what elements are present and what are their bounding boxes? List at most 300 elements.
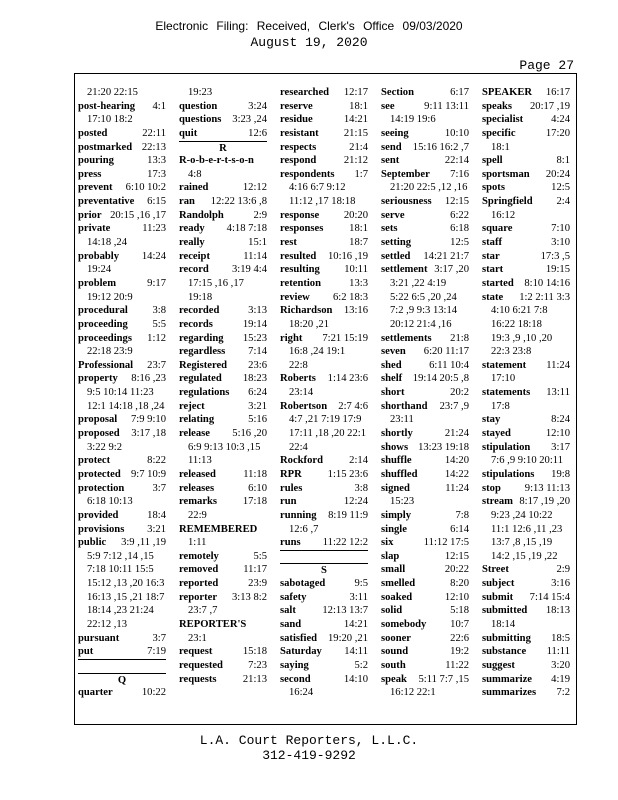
- index-entry: [482, 250, 570, 264]
- page-line-refs: 18:14: [491, 618, 516, 630]
- index-column-2: [179, 86, 267, 686]
- index-continuation: [381, 113, 469, 127]
- index-entry: [78, 482, 166, 496]
- index-term: sportsman: [482, 168, 530, 180]
- page-line-refs: 16:13 ,15 ,21 18:7: [87, 591, 165, 603]
- index-entry: [280, 209, 368, 223]
- index-term: spots: [482, 182, 505, 194]
- index-term: soaked: [381, 591, 413, 603]
- index-continuation: [381, 291, 469, 305]
- page-line-refs: 16:17: [545, 87, 570, 98]
- index-entry: [280, 127, 368, 141]
- index-entry: [482, 168, 570, 182]
- page-line-refs: 12:6 ,7: [289, 523, 319, 535]
- page-line-refs: 9:11 13:11: [424, 100, 469, 112]
- index-entry: [179, 345, 267, 359]
- page-line-refs: 5:22 6:5 ,20 ,24: [390, 291, 457, 303]
- page-line-refs: 23:7 ,9: [439, 400, 469, 412]
- index-entry: [78, 468, 166, 482]
- index-continuation: [482, 209, 570, 223]
- index-entry: [482, 359, 570, 373]
- page-line-refs: 17:10: [491, 373, 516, 385]
- page-line-refs: 18:5: [551, 632, 570, 644]
- page-line-refs: 7:14 15:4: [529, 591, 570, 603]
- index-continuation: [381, 304, 469, 318]
- index-term: relating: [179, 414, 215, 426]
- index-term: speak: [381, 673, 407, 685]
- index-term: proceedings: [78, 332, 132, 344]
- index-entry: [280, 291, 368, 305]
- index-entry: [381, 482, 469, 496]
- index-term: single: [381, 523, 407, 535]
- index-column-3: [280, 86, 368, 700]
- index-continuation: [381, 318, 469, 332]
- index-column-5: [482, 86, 570, 700]
- page-line-refs: 23:14: [289, 387, 314, 399]
- index-term: seven: [381, 346, 406, 358]
- index-term: statements: [482, 387, 531, 399]
- index-term: put: [78, 646, 94, 658]
- page-line-refs: 11:1 12:6 ,11 ,23: [491, 523, 563, 535]
- page-line-refs: 11:22 12:2: [322, 537, 368, 549]
- index-continuation: [179, 509, 267, 523]
- index-entry: [482, 632, 570, 646]
- index-entry: [381, 250, 469, 264]
- page-line-refs: 16:22 18:18: [491, 318, 542, 330]
- index-entry: [280, 577, 368, 591]
- index-entry: [381, 345, 469, 359]
- page-line-refs: 19:14 20:5 ,8: [412, 373, 469, 385]
- page-line-refs: 1:12: [147, 332, 166, 344]
- page-line-refs: 11:14: [243, 250, 267, 262]
- index-term: slap: [381, 550, 400, 562]
- index-term: regulated: [179, 373, 222, 385]
- page-line-refs: 22:8: [289, 359, 308, 371]
- page-line-refs: 9:7 10:9: [130, 468, 166, 480]
- page-line-refs: 20:2: [450, 387, 469, 399]
- page-line-refs: 5:9 7:12 ,14 ,15: [87, 550, 154, 562]
- index-entry: [381, 604, 469, 618]
- index-entry: [482, 413, 570, 427]
- index-continuation: [381, 495, 469, 509]
- page-line-refs: 21:4: [349, 141, 368, 153]
- index-entry: [482, 686, 570, 700]
- index-term: Robertson: [280, 400, 328, 412]
- page-line-refs: 3:16: [551, 578, 570, 590]
- index-term: reserve: [280, 100, 313, 112]
- index-term: ran: [179, 196, 195, 208]
- page-line-refs: 15:18: [242, 646, 267, 658]
- page-line-refs: 20:12 21:4 ,16: [390, 318, 452, 330]
- index-entry: [78, 372, 166, 386]
- index-continuation: [78, 441, 166, 455]
- index-entry: [482, 236, 570, 250]
- index-term: prior: [78, 209, 102, 221]
- page-line-refs: 5:16 ,20: [232, 428, 267, 440]
- index-term: satisfied: [280, 632, 318, 644]
- page-line-refs: 20:17 ,19: [529, 100, 570, 112]
- index-entry: [381, 400, 469, 414]
- index-entry: [381, 632, 469, 646]
- page-line-refs: 18:4: [147, 509, 166, 521]
- index-term: record: [179, 264, 209, 276]
- index-entry: [280, 618, 368, 632]
- page-line-refs: 15:23: [242, 332, 267, 344]
- index-entry: [179, 482, 267, 496]
- index-continuation: [78, 591, 166, 605]
- page-line-refs: 4:10 6:21 7:8: [491, 305, 548, 317]
- index-entry: [482, 127, 570, 141]
- index-continuation: [78, 291, 166, 305]
- index-entry: [78, 509, 166, 523]
- index-entry: [179, 263, 267, 277]
- page-line-refs: 19:15: [545, 264, 570, 276]
- index-term: records: [179, 318, 213, 330]
- index-term: procedural: [78, 305, 128, 317]
- index-continuation: [482, 509, 570, 523]
- page-line-refs: 17:18: [242, 496, 267, 508]
- index-continuation: [78, 495, 166, 509]
- index-entry: [381, 618, 469, 632]
- index-entry: [381, 168, 469, 182]
- page-line-refs: 21:13: [242, 673, 267, 685]
- index-term: sent: [381, 155, 400, 167]
- page-line-refs: 22:3 23:8: [491, 346, 532, 358]
- index-term: square: [482, 223, 513, 235]
- index-term: star: [482, 250, 500, 262]
- page-line-refs: 3:19 4:4: [231, 264, 267, 276]
- index-term: Section: [381, 87, 414, 98]
- index-term: rest: [280, 237, 297, 249]
- index-term: reject: [179, 400, 205, 412]
- page-line-refs: 18:14 ,23 21:24: [87, 605, 154, 617]
- page-line-refs: 6:20 11:17: [423, 346, 469, 358]
- page-line-refs: 6:24: [248, 387, 267, 399]
- index-entry: [179, 181, 267, 195]
- index-term: Saturday: [280, 646, 322, 658]
- index-term: shuffled: [381, 468, 418, 480]
- index-entry: [381, 386, 469, 400]
- index-entry: [280, 400, 368, 414]
- page-line-refs: 1:15 23:6: [327, 468, 368, 480]
- index-term: R-o-b-e-r-t-s-o-n: [179, 155, 254, 167]
- index-term: simply: [381, 509, 412, 521]
- index-term: pursuant: [78, 632, 120, 644]
- index-continuation: [280, 427, 368, 441]
- page-line-refs: 11:23: [142, 223, 166, 235]
- page-line-refs: 2:14: [349, 455, 368, 467]
- index-entry: [179, 673, 267, 687]
- index-term: specialist: [482, 114, 524, 126]
- index-continuation: [482, 318, 570, 332]
- index-entry: [280, 332, 368, 346]
- page-line-refs: 8:17 ,19 ,20: [519, 496, 570, 508]
- index-continuation: [280, 413, 368, 427]
- index-term: staff: [482, 237, 503, 249]
- index-continuation: [482, 141, 570, 155]
- index-entry: [482, 441, 570, 455]
- section-letter: Q: [78, 673, 166, 687]
- section-letter: S: [280, 563, 368, 577]
- page-line-refs: 12:15: [444, 196, 469, 208]
- index-term: stipulation: [482, 441, 531, 453]
- index-term: Registered: [179, 359, 228, 371]
- index-term: response: [280, 209, 320, 221]
- index-term: sound: [381, 646, 409, 658]
- index-entry: [179, 413, 267, 427]
- page-line-refs: 12:15: [444, 550, 469, 562]
- page-line-refs: 6:18 10:13: [87, 496, 133, 508]
- index-entry: [280, 673, 368, 687]
- index-entry: [482, 263, 570, 277]
- page-line-refs: 6:9 9:13 10:3 ,15: [188, 441, 261, 453]
- page-line-refs: 16:12: [491, 209, 516, 221]
- index-term: SPEAKER: [482, 87, 533, 98]
- page-line-refs: 4:16 6:7 9:12: [289, 182, 346, 194]
- index-continuation: [78, 400, 166, 414]
- index-entry: [78, 181, 166, 195]
- index-term: start: [482, 264, 504, 276]
- page-line-refs: 9:17: [147, 277, 166, 289]
- page-line-refs: 2:7 4:6: [338, 400, 368, 412]
- page-line-refs: 16:24: [289, 687, 314, 699]
- index-term: small: [381, 564, 406, 576]
- index-entry: [482, 113, 570, 127]
- index-term: submitted: [482, 605, 528, 617]
- index-term: private: [78, 223, 111, 235]
- page-line-refs: 20:24: [545, 168, 570, 180]
- index-entry: [381, 332, 469, 346]
- index-entry: [381, 673, 469, 687]
- index-term: public: [78, 537, 107, 549]
- index-term: remarks: [179, 496, 218, 508]
- page-line-refs: 7:2: [556, 687, 570, 699]
- index-continuation: [381, 181, 469, 195]
- index-entry: [482, 591, 570, 605]
- page-line-refs: 7:23: [248, 659, 267, 671]
- index-term: short: [381, 387, 405, 399]
- index-entry: [78, 168, 166, 182]
- page-line-refs: 18:1: [349, 223, 368, 235]
- page-line-refs: 10:10: [444, 127, 469, 139]
- page-line-refs: 13:11: [546, 387, 570, 399]
- index-entry: [482, 673, 570, 687]
- index-term: request: [179, 646, 213, 658]
- page-line-refs: 19:20 ,21: [327, 632, 368, 644]
- index-entry: [482, 577, 570, 591]
- index-term: proceeding: [78, 318, 128, 330]
- page-line-refs: 3:17 ,20: [434, 264, 469, 276]
- index-continuation: [482, 618, 570, 632]
- index-term: shelf: [381, 373, 403, 385]
- index-continuation: [179, 632, 267, 646]
- index-continuation: [280, 441, 368, 455]
- page-line-refs: 22:12 ,13: [87, 618, 128, 630]
- index-term: researched: [280, 87, 330, 98]
- index-entry: [179, 236, 267, 250]
- page-line-refs: 2:9: [253, 209, 267, 221]
- index-term: reporter: [179, 591, 218, 603]
- index-entry: [381, 523, 469, 537]
- page-line-refs: 8:22: [147, 455, 166, 467]
- page-line-refs: 8:20: [450, 578, 469, 590]
- index-term: removed: [179, 564, 219, 576]
- page-line-refs: 12:5: [450, 237, 469, 249]
- index-entry: [78, 195, 166, 209]
- page-line-refs: 14:21: [343, 618, 368, 630]
- index-entry: [179, 372, 267, 386]
- index-entry: [78, 536, 166, 550]
- index-term: property: [78, 373, 118, 385]
- page-line-refs: 11:12 ,17 18:18: [289, 196, 356, 208]
- index-continuation: [280, 359, 368, 373]
- index-entry: [381, 427, 469, 441]
- page-line-refs: 12:13 13:7: [322, 605, 368, 617]
- index-term: run: [280, 496, 297, 508]
- index-entry: [179, 591, 267, 605]
- index-term: shows: [381, 441, 409, 453]
- index-continuation: [78, 345, 166, 359]
- index-term: releases: [179, 482, 215, 494]
- index-entry: [78, 209, 166, 223]
- index-term: summarize: [482, 673, 533, 685]
- index-entry: [78, 359, 166, 373]
- index-term: Randolph: [179, 209, 224, 221]
- index-continuation: [179, 291, 267, 305]
- page-line-refs: 23:7: [147, 359, 166, 371]
- page-line-refs: 3:10: [551, 237, 570, 249]
- index-continuation: [179, 454, 267, 468]
- page-line-refs: 17:3: [147, 168, 166, 180]
- index-term: rained: [179, 182, 209, 194]
- index-entry: [482, 100, 570, 114]
- index-term: stay: [482, 414, 501, 426]
- page-line-refs: 17:8: [491, 400, 510, 412]
- index-term: Rockford: [280, 455, 323, 467]
- index-term: sets: [381, 223, 398, 235]
- page-line-refs: 3:17: [551, 441, 570, 453]
- page-line-refs: 14:20: [444, 455, 469, 467]
- index-continuation: [78, 86, 166, 100]
- index-entry: [179, 645, 267, 659]
- index-term: questions: [179, 114, 222, 126]
- index-entry: [179, 563, 267, 577]
- page-line-refs: 13:23 19:18: [418, 441, 469, 453]
- index-entry: [78, 645, 166, 659]
- page-line-refs: 7:16: [450, 168, 469, 180]
- page-line-refs: 3:17 ,18: [131, 428, 166, 440]
- index-term: requests: [179, 673, 217, 685]
- index-entry: [482, 482, 570, 496]
- index-term: Richardson: [280, 305, 333, 317]
- index-continuation: [482, 454, 570, 468]
- page-line-refs: 12:10: [545, 428, 570, 440]
- index-entry: [179, 386, 267, 400]
- index-term: spell: [482, 155, 503, 167]
- page-line-refs: 7:6 ,9 9:10 20:11: [491, 455, 563, 467]
- page-line-refs: 3:8: [354, 482, 368, 494]
- page-line-refs: 3:21 ,22 4:19: [390, 277, 447, 289]
- filing-stamp: Electronic Filing: Received, Clerk's Office 09/03/2020: [155, 19, 463, 33]
- index-entry: [78, 427, 166, 441]
- index-term: settled: [381, 250, 411, 262]
- page-line-refs: 22:9: [188, 509, 207, 521]
- index-entry: [381, 86, 469, 100]
- index-term: saying: [280, 659, 309, 671]
- index-entry: [381, 127, 469, 141]
- index-entry: [179, 127, 267, 141]
- index-entry: [179, 427, 267, 441]
- page-line-refs: 6:14: [450, 523, 469, 535]
- index-entry: [78, 127, 166, 141]
- index-entry: [179, 100, 267, 114]
- page-line-refs: 11:24: [445, 482, 469, 494]
- index-entry: [78, 632, 166, 646]
- index-entry: [280, 632, 368, 646]
- page-line-refs: 4:18 7:18: [226, 223, 267, 235]
- index-term: shed: [381, 359, 402, 371]
- page-line-refs: 10:11: [344, 264, 368, 276]
- page-line-refs: 14:21: [343, 114, 368, 126]
- page-line-refs: 18:7: [349, 237, 368, 249]
- index-entry: [482, 291, 570, 305]
- index-continuation: [78, 577, 166, 591]
- index-continuation: [482, 523, 570, 537]
- index-term: protection: [78, 482, 125, 494]
- index-entry: [179, 359, 267, 373]
- index-entry: [482, 604, 570, 618]
- index-entry: [280, 168, 368, 182]
- index-entry: [78, 304, 166, 318]
- index-entry: [280, 250, 368, 264]
- index-term: preventative: [78, 196, 135, 208]
- index-entry: [280, 372, 368, 386]
- index-term: proposal: [78, 414, 118, 426]
- index-term: salt: [280, 605, 296, 617]
- page-line-refs: 12:22 13:6 ,8: [210, 196, 267, 208]
- index-term: south: [381, 659, 406, 671]
- index-entry: [482, 154, 570, 168]
- index-term: regarding: [179, 332, 224, 344]
- index-entry: [381, 454, 469, 468]
- page-line-refs: 3:21: [248, 400, 267, 412]
- page-line-refs: 12:24: [343, 496, 368, 508]
- index-entry: [179, 400, 267, 414]
- page-line-refs: 7:18 10:11 15:5: [87, 564, 154, 576]
- page-line-refs: 4:1: [152, 100, 166, 112]
- index-continuation: [280, 523, 368, 537]
- page-line-refs: 7:8: [455, 509, 469, 521]
- page-line-refs: 13:7 ,8 ,15 ,19: [491, 537, 553, 549]
- index-term: requested: [179, 659, 223, 671]
- index-term: reported: [179, 578, 219, 590]
- index-continuation: [482, 372, 570, 386]
- page-line-refs: 14:11: [344, 646, 368, 658]
- index-term: regardless: [179, 346, 226, 358]
- index-term: started: [482, 277, 514, 289]
- index-term: respects: [280, 141, 317, 153]
- index-term: serve: [381, 209, 405, 221]
- page-line-refs: 11:17: [243, 564, 267, 576]
- index-entry: [381, 468, 469, 482]
- index-entry: [78, 222, 166, 236]
- index-continuation: [280, 686, 368, 700]
- index-entry: [482, 86, 570, 100]
- page-line-refs: 21:20 22:5 ,12 ,16: [390, 182, 468, 194]
- page-line-refs: 11:12 17:5: [423, 537, 469, 549]
- index-continuation: [78, 113, 166, 127]
- index-continuation: [280, 386, 368, 400]
